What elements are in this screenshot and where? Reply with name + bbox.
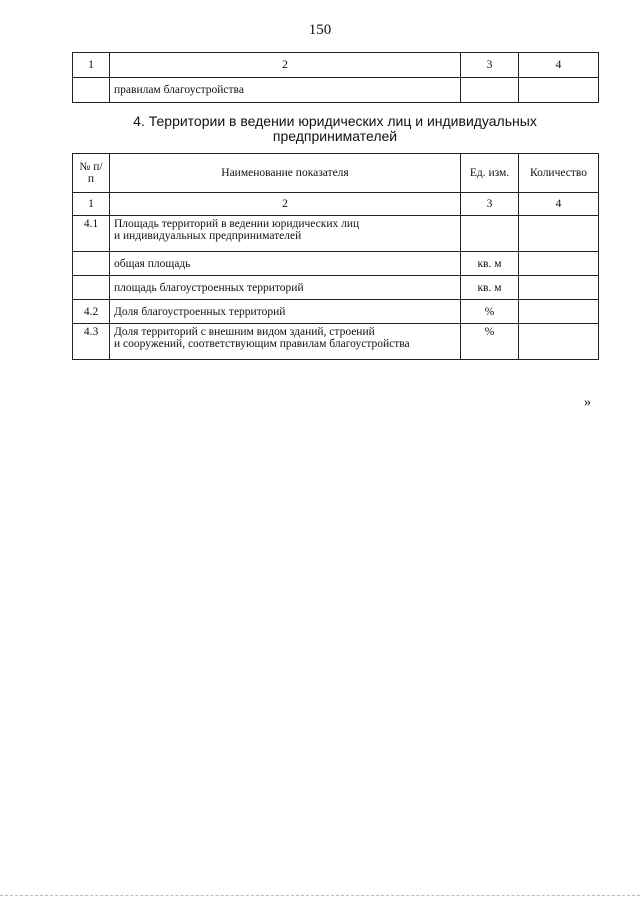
scan-artifact-line (0, 895, 640, 897)
table-row (73, 216, 599, 252)
column-number-row (73, 53, 599, 78)
cell-no (73, 78, 110, 103)
cell-name-line: и индивидуальных предпринимателей (114, 230, 302, 242)
cell-qty (519, 276, 599, 300)
cell-unit: % (461, 324, 519, 360)
header-row (73, 154, 599, 193)
table-row (73, 324, 599, 360)
header-no: № п/п (73, 154, 110, 193)
cell-qty (519, 252, 599, 276)
cell-qty (519, 300, 599, 324)
column-number: 1 (73, 53, 110, 78)
section-title-line: 4. Территории в ведении юридических лиц и индивидуальных (133, 113, 537, 129)
cell-unit: кв. м (461, 276, 519, 300)
table-row (73, 252, 599, 276)
section-title-line: предпринимателей (272, 128, 398, 144)
cell-name-line: Площадь территорий в ведении юридических лиц (114, 218, 360, 230)
header-qty: Количество (519, 154, 599, 193)
column-number: 4 (519, 193, 599, 216)
indicators-table (72, 153, 599, 360)
cell-name: общая площадь (110, 252, 461, 276)
column-number: 3 (461, 193, 519, 216)
cell-qty (519, 324, 599, 360)
column-number: 1 (73, 193, 110, 216)
column-number-row (73, 193, 599, 216)
cell-no (73, 252, 110, 276)
table-row (73, 300, 599, 324)
cell-qty (519, 78, 599, 103)
cell-unit: % (461, 300, 519, 324)
header-name: Наименование показателя (110, 154, 461, 193)
column-number: 3 (461, 53, 519, 78)
cell-unit: кв. м (461, 252, 519, 276)
cell-unit (461, 216, 519, 252)
cell-name: площадь благоустроенных территорий (110, 276, 461, 300)
section-title (72, 114, 598, 144)
cell-no: 4.2 (73, 300, 110, 324)
column-number: 4 (519, 53, 599, 78)
cell-qty (519, 216, 599, 252)
cell-name-line: и сооружений, соответствующим правилам благоустройства (114, 338, 410, 350)
cell-no: 4.3 (73, 324, 110, 360)
continuation-table (72, 52, 599, 103)
page-number: 150 (308, 22, 332, 38)
closing-quote: » (584, 395, 591, 410)
cell-unit (461, 78, 519, 103)
column-number: 2 (110, 53, 461, 78)
column-number: 2 (110, 193, 461, 216)
table-row (73, 276, 599, 300)
cell-name: Доля благоустроенных территорий (110, 300, 461, 324)
cell-no: 4.1 (73, 216, 110, 252)
cell-no (73, 276, 110, 300)
cell-name-line: Доля территорий с внешним видом зданий, строений (114, 326, 375, 338)
cell-name (110, 216, 461, 252)
cell-name (110, 324, 461, 360)
header-unit: Ед. изм. (461, 154, 519, 193)
table-row (73, 78, 599, 103)
cell-name: правилам благоустройства (110, 78, 461, 103)
